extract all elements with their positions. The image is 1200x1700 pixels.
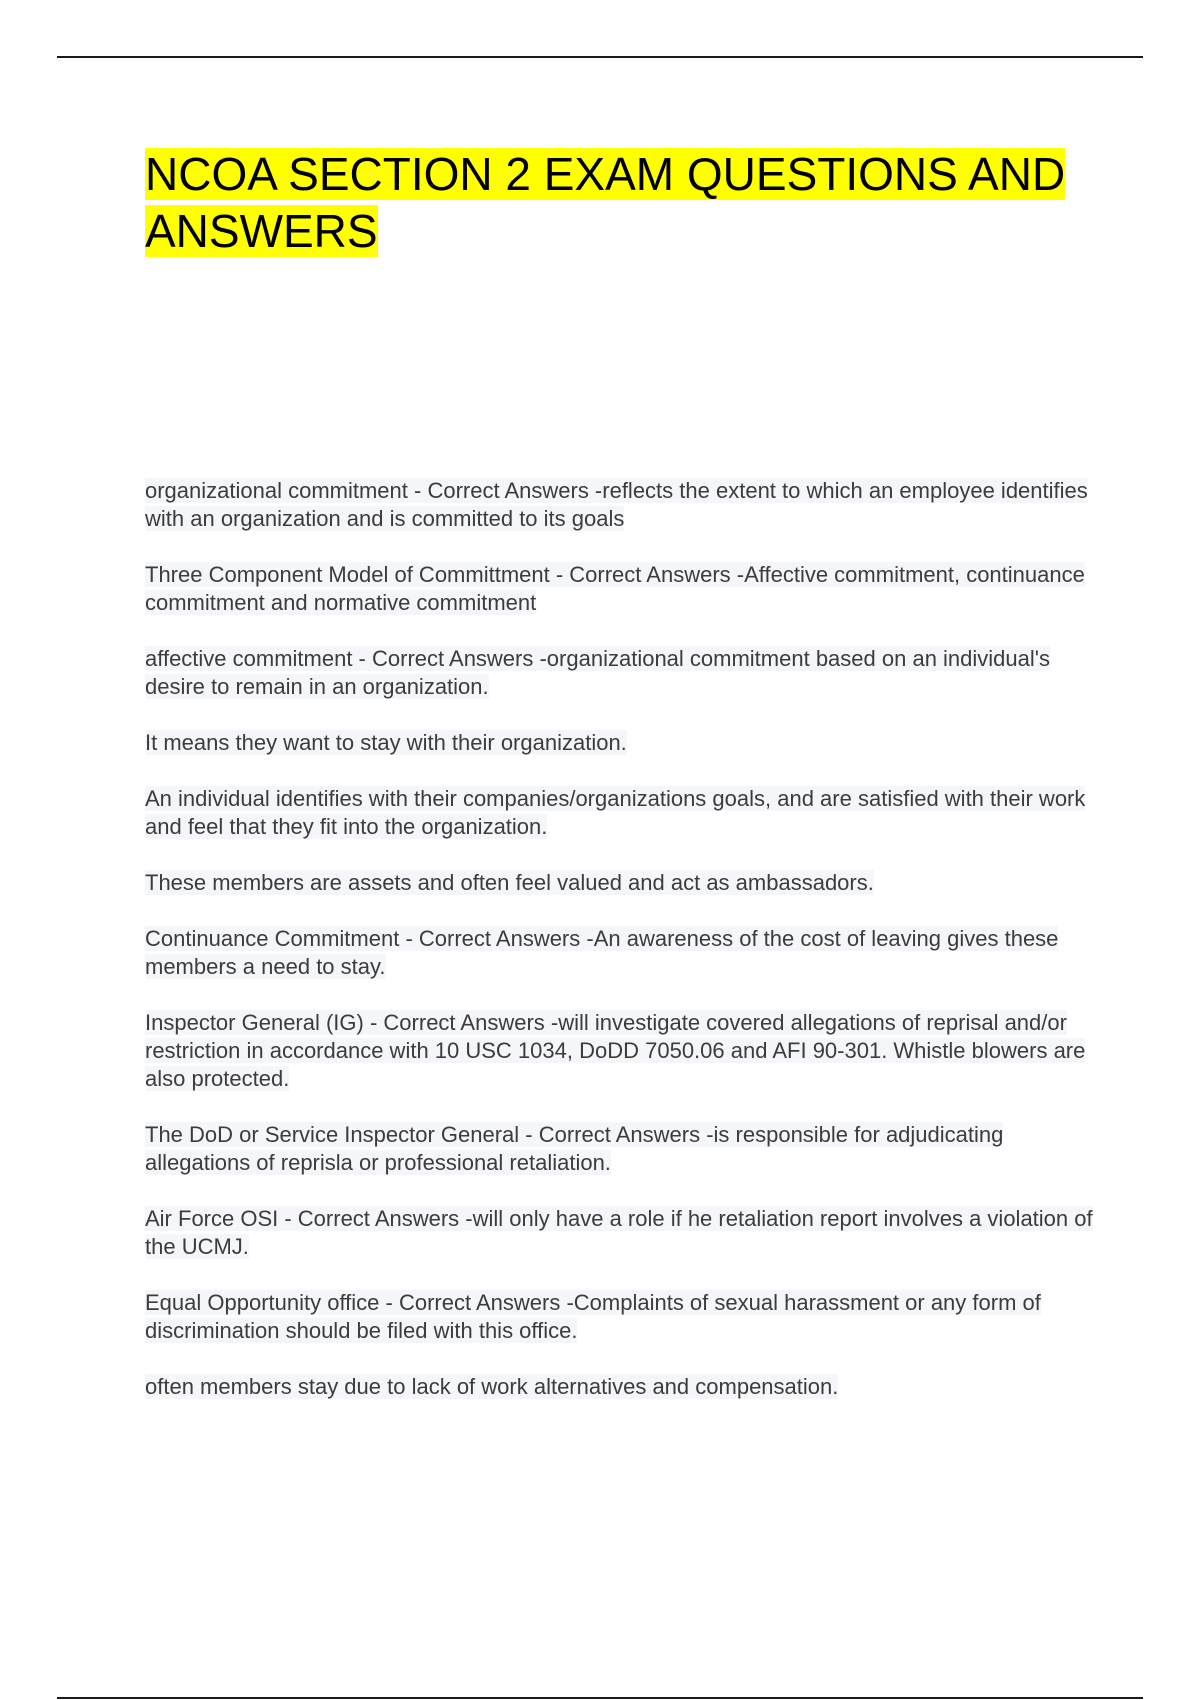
- qa-list: [145, 477, 1095, 1429]
- qa-entry-text: Equal Opportunity office - Correct Answers -Complaints of sexual harassment or any form of discrimination should be filed with this office.: [145, 1290, 1041, 1343]
- qa-entry: [145, 1205, 1095, 1261]
- qa-entry-text: The DoD or Service Inspector General - Correct Answers -is responsible for adjudicating allegations of reprisla or professional retaliation.: [145, 1122, 1004, 1175]
- qa-entry-text: An individual identifies with their companies/organizations goals, and are satisfied with their work and feel that they fit into the organization.: [145, 786, 1086, 839]
- qa-entry: [145, 925, 1095, 981]
- document-title: [145, 146, 1085, 260]
- qa-entry-text: Inspector General (IG) - Correct Answers -will investigate covered allegations of reprisal and/or restriction in accordance with 10 USC 1034, DoDD 7050.06 and AFI 90-301. Whistle blowers are also protected.: [145, 1010, 1086, 1091]
- qa-entry: [145, 645, 1095, 701]
- qa-entry: [145, 1373, 1095, 1401]
- qa-entry-text: These members are assets and often feel valued and act as ambassadors.: [145, 870, 874, 895]
- qa-entry-text: It means they want to stay with their organization.: [145, 730, 627, 755]
- qa-entry: [145, 785, 1095, 841]
- bottom-rule: [57, 1697, 1143, 1699]
- qa-entry-text: Continuance Commitment - Correct Answers -An awareness of the cost of leaving gives these members a need to stay.: [145, 926, 1059, 979]
- qa-entry-text: affective commitment - Correct Answers -organizational commitment based on an individual's desire to remain in an organization.: [145, 646, 1050, 699]
- qa-entry: [145, 1009, 1095, 1093]
- qa-entry: [145, 1121, 1095, 1177]
- qa-entry-text: often members stay due to lack of work alternatives and compensation.: [145, 1374, 839, 1399]
- qa-entry-text: Air Force OSI - Correct Answers -will only have a role if he retaliation report involves a violation of the UCMJ.: [145, 1206, 1093, 1259]
- qa-entry-text: Three Component Model of Committment - Correct Answers -Affective commitment, continuance commitment and normative commitment: [145, 562, 1085, 615]
- top-rule: [57, 56, 1143, 58]
- qa-entry: [145, 477, 1095, 533]
- qa-entry-text: organizational commitment - Correct Answers -reflects the extent to which an employee identifies with an organization and is committed to its goals: [145, 478, 1088, 531]
- qa-entry: [145, 561, 1095, 617]
- title-text: NCOA SECTION 2 EXAM QUESTIONS AND ANSWERS: [145, 148, 1066, 257]
- qa-entry: [145, 869, 1095, 897]
- qa-entry: [145, 1289, 1095, 1345]
- qa-entry: [145, 729, 1095, 757]
